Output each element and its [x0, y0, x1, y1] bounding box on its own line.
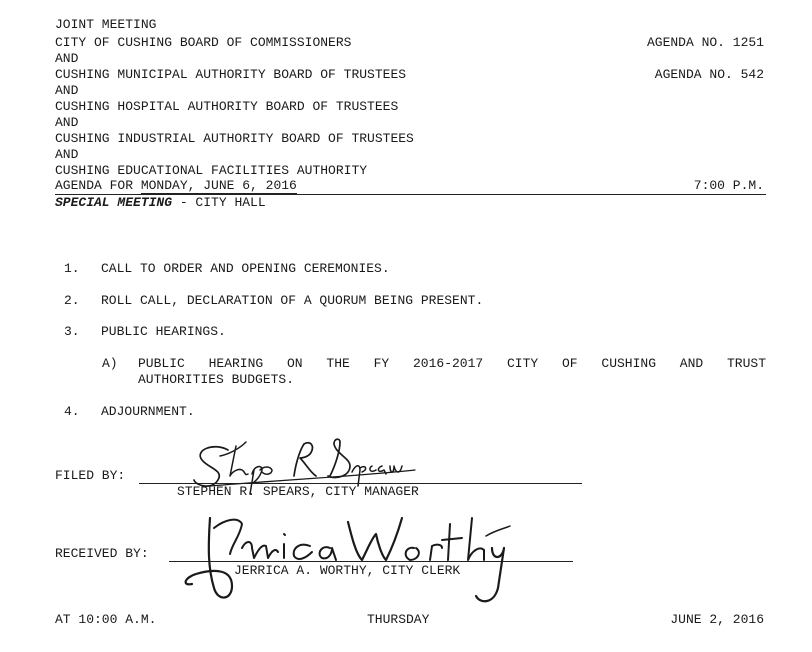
- filed-day: THURSDAY: [367, 612, 430, 627]
- entity-municipal-authority: CUSHING MUNICIPAL AUTHORITY BOARD OF TRUSTEES: [55, 67, 407, 82]
- meeting-location: - CITY HALL: [172, 195, 266, 210]
- subitem-text-line2: AUTHORITIES BUDGETS.: [138, 372, 295, 387]
- entity-city-commissioners: CITY OF CUSHING BOARD OF COMMISSIONERS: [55, 35, 352, 50]
- subitem-letter: A): [102, 356, 118, 371]
- and-connector: AND: [55, 83, 79, 98]
- meeting-type-line: [55, 195, 266, 210]
- agenda-number-municipal: AGENDA NO. 542: [654, 67, 764, 82]
- item-text: ADJOURNMENT.: [101, 404, 195, 419]
- filed-by-name: STEPHEN R. SPEARS, CITY MANAGER: [177, 484, 419, 499]
- and-connector: AND: [55, 51, 79, 66]
- received-by-label: RECEIVED BY:: [55, 546, 149, 561]
- filed-time: AT 10:00 A.M.: [55, 612, 157, 627]
- meeting-time: 7:00 P.M.: [693, 178, 764, 193]
- meeting-title: JOINT MEETING: [55, 17, 157, 32]
- item-number: 4.: [64, 404, 80, 419]
- item-number: 3.: [64, 324, 80, 339]
- agenda-date-line: [55, 178, 297, 193]
- and-connector: AND: [55, 147, 79, 162]
- item-text: PUBLIC HEARINGS.: [101, 324, 226, 339]
- received-signature: [180, 508, 510, 608]
- entity-industrial-authority: CUSHING INDUSTRIAL AUTHORITY BOARD OF TRUSTEES: [55, 131, 414, 146]
- agenda-for-label: AGENDA FOR: [55, 178, 141, 193]
- entity-hospital-authority: CUSHING HOSPITAL AUTHORITY BOARD OF TRUSTEES: [55, 99, 399, 114]
- filed-signature: [190, 436, 420, 498]
- meeting-type: SPECIAL MEETING: [55, 195, 173, 210]
- item-text: ROLL CALL, DECLARATION OF A QUORUM BEING PRESENT.: [101, 293, 484, 308]
- item-number: 2.: [64, 293, 80, 308]
- agenda-number-city: AGENDA NO. 1251: [646, 35, 764, 50]
- item-text: CALL TO ORDER AND OPENING CEREMONIES.: [101, 261, 390, 276]
- subitem-text-line1: PUBLIC HEARING ON THE FY 2016-2017 CITY OF CUSHING AND TRUST: [138, 356, 766, 371]
- entity-educational-authority: CUSHING EDUCATIONAL FACILITIES AUTHORITY: [55, 163, 368, 178]
- received-by-name: JERRICA A. WORTHY, CITY CLERK: [234, 563, 461, 578]
- agenda-date: MONDAY, JUNE 6, 2016: [140, 178, 297, 193]
- filed-by-label: FILED BY:: [55, 468, 126, 483]
- filed-date: JUNE 2, 2016: [670, 612, 764, 627]
- and-connector: AND: [55, 115, 79, 130]
- item-number: 1.: [64, 261, 80, 276]
